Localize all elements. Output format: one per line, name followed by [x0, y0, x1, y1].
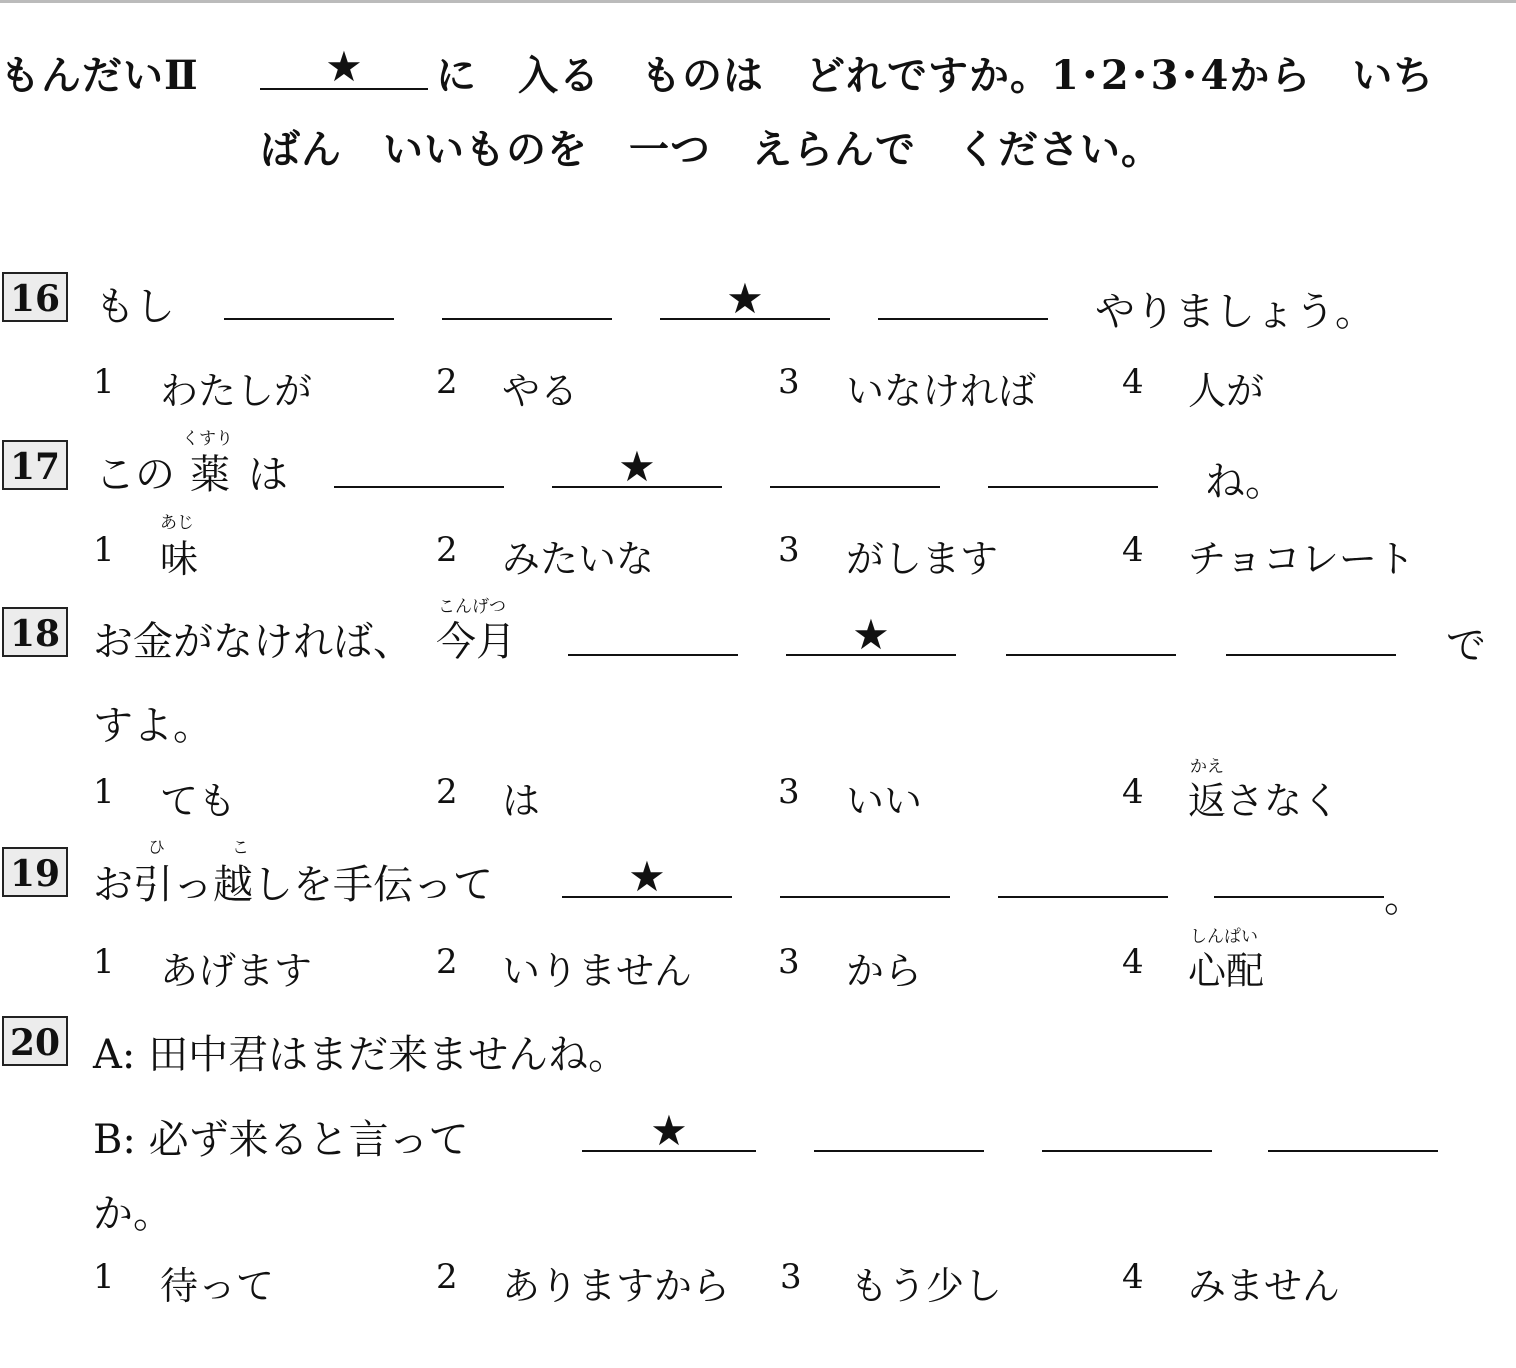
answer-blank-3[interactable]	[1006, 654, 1176, 656]
option-number: 1	[93, 362, 115, 402]
star-icon: ★	[650, 1106, 688, 1155]
star-icon: ★	[325, 42, 363, 91]
option-text[interactable]: あげます	[160, 949, 313, 993]
star-icon: ★	[726, 274, 764, 323]
answer-blank-3[interactable]	[1042, 1150, 1212, 1152]
option-text[interactable]: わたしが	[160, 369, 313, 413]
instructions-label: もんだいⅡ	[0, 52, 199, 99]
answer-blank-1[interactable]	[568, 654, 738, 656]
answer-blank-3[interactable]	[998, 896, 1168, 898]
question-suffix: で	[1446, 623, 1486, 669]
option-number: 4	[1122, 362, 1144, 402]
question-kanji: 今月	[436, 619, 516, 665]
option-number: 1	[93, 1257, 115, 1297]
option-number: 4	[1122, 772, 1144, 812]
answer-blank-4[interactable]	[1268, 1150, 1438, 1152]
option-text[interactable]: もう少し	[850, 1264, 1003, 1308]
top-border	[0, 0, 1516, 3]
option-number: 1	[93, 530, 115, 570]
answer-blank-4[interactable]	[1226, 654, 1396, 656]
option-text[interactable]: 心配	[1188, 949, 1265, 993]
option-text[interactable]: みたいな	[502, 537, 655, 581]
option-text[interactable]: いなければ	[846, 369, 1037, 413]
question-continuation: か。	[93, 1191, 173, 1237]
option-text[interactable]: みません	[1188, 1264, 1341, 1308]
answer-blank-2[interactable]	[442, 318, 612, 320]
question-continuation: すよ。	[93, 703, 213, 749]
question-number: 19	[2, 847, 68, 897]
answer-blank-2[interactable]	[814, 1150, 984, 1152]
star-icon: ★	[628, 852, 666, 901]
option-number: 1	[93, 772, 115, 812]
option-text[interactable]: から	[846, 949, 923, 993]
option-text[interactable]: いい	[846, 779, 923, 823]
answer-blank-4[interactable]	[988, 486, 1158, 488]
furigana: こ	[232, 838, 249, 858]
instructions-line-2: ばん いいものを 一つ えらんで ください。	[260, 126, 1162, 173]
option-number: 2	[436, 772, 458, 812]
option-text[interactable]: ありますから	[502, 1264, 731, 1308]
option-text[interactable]: 待って	[160, 1264, 275, 1308]
option-number: 3	[780, 1257, 802, 1297]
option-number: 2	[436, 942, 458, 982]
furigana: くすり	[182, 429, 233, 449]
option-number: 3	[778, 942, 800, 982]
furigana: あじ	[160, 513, 194, 533]
answer-blank-3[interactable]	[770, 486, 940, 488]
option-number: 4	[1122, 1257, 1144, 1297]
option-text[interactable]: は	[502, 779, 541, 823]
option-number: 4	[1122, 942, 1144, 982]
option-text[interactable]: がします	[846, 537, 999, 581]
option-number: 2	[436, 362, 458, 402]
option-number: 4	[1122, 530, 1144, 570]
option-text[interactable]: 返さなく	[1188, 779, 1341, 823]
option-text[interactable]: 人が	[1188, 369, 1265, 413]
star-icon: ★	[618, 442, 656, 491]
dialogue-line-a: A: 田中君はまだ来ませんね。	[93, 1032, 629, 1078]
question-prefix: お金がなければ、	[93, 619, 413, 665]
star-icon: ★	[852, 610, 890, 659]
furigana: こんげつ	[438, 597, 506, 617]
answer-blank-4[interactable]	[878, 318, 1048, 320]
answer-blank-4[interactable]	[1214, 896, 1384, 898]
question-number: 20	[2, 1016, 68, 1066]
question-particle: は	[248, 452, 288, 498]
question-prefix: もし	[95, 284, 175, 330]
question-number: 16	[2, 272, 68, 322]
question-number: 18	[2, 607, 68, 657]
question-kanji: 薬	[190, 452, 230, 498]
option-number: 2	[436, 530, 458, 570]
option-number: 3	[778, 362, 800, 402]
option-text[interactable]: 味	[160, 537, 199, 581]
answer-blank-2[interactable]	[780, 896, 950, 898]
instructions-line-1: に 入る ものは どれですか。1･2･3･4から いち	[436, 52, 1435, 99]
option-text[interactable]: やる	[502, 369, 579, 413]
question-prefix: お引っ越しを手伝って	[93, 862, 493, 908]
furigana: かえ	[1190, 757, 1224, 777]
option-number: 3	[778, 530, 800, 570]
option-number: 3	[778, 772, 800, 812]
option-number: 1	[93, 942, 115, 982]
furigana: しんぱい	[1190, 927, 1258, 947]
question-suffix: やりましょう。	[1095, 289, 1375, 335]
question-number: 17	[2, 440, 68, 490]
question-suffix: ね。	[1205, 459, 1285, 505]
answer-blank-1[interactable]	[224, 318, 394, 320]
option-text[interactable]: チョコレート	[1188, 537, 1415, 581]
option-text[interactable]: いりません	[502, 949, 693, 993]
dialogue-line-b: B: 必ず来ると言って	[93, 1117, 469, 1163]
question-prefix: この	[95, 452, 175, 498]
furigana: ひ	[148, 838, 165, 858]
answer-blank-1[interactable]	[334, 486, 504, 488]
option-text[interactable]: ても	[160, 779, 237, 823]
option-number: 2	[436, 1257, 458, 1297]
question-suffix: 。	[1384, 875, 1424, 921]
